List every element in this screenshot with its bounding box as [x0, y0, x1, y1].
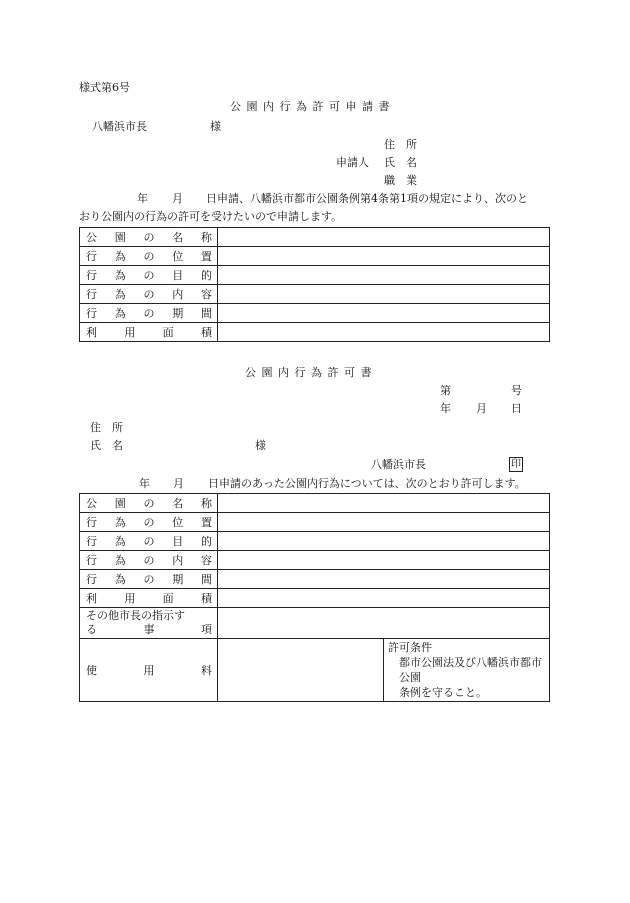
row-label [80, 551, 218, 570]
label-char: 事 [143, 623, 155, 636]
permit-title: 公 園 内 行 為 許 可 書 [245, 366, 373, 379]
label-char: の [143, 535, 155, 548]
label-char: の [143, 554, 155, 567]
permit-issuer: 八幡浜市長 [371, 458, 426, 471]
permit-number-prefix: 第 [440, 384, 451, 397]
label-char: 目 [172, 535, 184, 548]
label-char: 的 [201, 535, 212, 548]
label-char: 期 [172, 307, 184, 320]
application-date-year: 年 [137, 192, 148, 205]
permit-table [79, 493, 550, 702]
table-row [80, 570, 550, 589]
label-char: 称 [201, 231, 212, 244]
label-char: 為 [114, 554, 126, 567]
table-row [80, 513, 550, 532]
label-char: 積 [200, 592, 212, 605]
label-char: 行 [86, 307, 97, 320]
row-label [80, 247, 218, 266]
application-honorific: 様 [210, 120, 221, 133]
permit-date2-month: 月 [173, 477, 184, 490]
table-row [80, 608, 550, 639]
activity-location-field[interactable] [218, 247, 550, 266]
label-char: 行 [86, 250, 97, 263]
label-char: 行 [86, 554, 97, 567]
label-char: 使 [86, 664, 97, 677]
label-char: 容 [201, 288, 212, 301]
row-label [80, 532, 218, 551]
label-char: 行 [86, 269, 97, 282]
label-char: の [143, 307, 155, 320]
park-name-field[interactable] [218, 494, 550, 513]
label-char: 用 [143, 664, 155, 677]
label-char: 利 [86, 326, 97, 339]
label-char: 為 [114, 573, 126, 586]
label-char: 行 [86, 535, 97, 548]
label-char: 名 [172, 497, 184, 510]
usage-area-field[interactable] [218, 589, 550, 608]
label-char: 間 [201, 307, 212, 320]
applicant-name-label: 氏 名 [384, 156, 417, 169]
permit-date-year: 年 [440, 402, 451, 415]
activity-purpose-field[interactable] [218, 266, 550, 285]
table-row [80, 266, 550, 285]
row-label [80, 608, 218, 639]
table-row [80, 532, 550, 551]
table-row [80, 323, 550, 342]
application-text-line1: 日申請、八幡浜市都市公園条例第4条第1項の規定により、次のと [206, 192, 528, 205]
form-number: 様式第6号 [79, 81, 130, 94]
label-char: 行 [86, 573, 97, 586]
label-char: 間 [201, 573, 212, 586]
park-name-field[interactable] [218, 228, 550, 247]
row-label [80, 323, 218, 342]
label-char: 内 [172, 288, 184, 301]
table-row [80, 285, 550, 304]
usage-area-field[interactable] [218, 323, 550, 342]
seal-mark [509, 457, 523, 472]
applicant-label: 申請人 [336, 156, 369, 169]
label-char: の [143, 516, 155, 529]
label-char: 名 [172, 231, 184, 244]
label-char: 面 [162, 326, 174, 339]
label-char: の [143, 269, 155, 282]
activity-location-field[interactable] [218, 513, 550, 532]
label-char: 為 [114, 288, 126, 301]
permit-date2-year: 年 [139, 477, 150, 490]
application-text-line2: おり公園内の行為の許可を受けたいので申請します。 [79, 210, 343, 223]
label-char: 園 [114, 497, 126, 510]
label-char: 位 [172, 516, 184, 529]
application-date-month: 月 [172, 192, 183, 205]
label-char: 内 [172, 554, 184, 567]
table-row [80, 247, 550, 266]
row-label [80, 494, 218, 513]
row-label [80, 266, 218, 285]
label-char: の [143, 231, 155, 244]
usage-fee-field[interactable] [218, 639, 384, 702]
conditions-line1: 都市公園法及び八幡浜市都市公園 [399, 656, 542, 684]
applicant-occupation-label: 職 業 [384, 174, 417, 187]
label-char: 為 [114, 307, 126, 320]
label-char: 的 [201, 269, 212, 282]
seal-icon: 印 [511, 459, 521, 470]
table-row [80, 228, 550, 247]
label-char: 行 [86, 288, 97, 301]
label-char: 置 [201, 516, 212, 529]
label-char: 為 [114, 516, 126, 529]
instruction-label-line1: その他市長の指示す [86, 609, 185, 622]
label-char: 公 [86, 497, 97, 510]
activity-period-field[interactable] [218, 570, 550, 589]
applicant-address-label: 住 所 [384, 138, 417, 151]
label-char: 称 [201, 497, 212, 510]
row-label [80, 228, 218, 247]
label-char: 期 [172, 573, 184, 586]
table-row [80, 639, 550, 702]
label-char: 目 [172, 269, 184, 282]
row-label [80, 639, 218, 702]
label-char: 面 [162, 592, 174, 605]
application-addressee: 八幡浜市長 [92, 120, 147, 133]
instructions-field[interactable] [218, 608, 550, 639]
application-title: 公 園 内 行 為 許 可 申 請 書 [230, 100, 391, 113]
permit-date-day: 日 [511, 402, 522, 415]
label-char: 行 [86, 516, 97, 529]
label-char: 位 [172, 250, 184, 263]
table-row [80, 494, 550, 513]
label-char: 料 [201, 664, 212, 677]
permittee-name-label: 氏 名 [90, 439, 123, 452]
label-char: 項 [201, 623, 212, 636]
label-char: 積 [200, 326, 212, 339]
row-label [80, 570, 218, 589]
permittee-address-label: 住 所 [90, 421, 123, 434]
activity-purpose-field[interactable] [218, 532, 550, 551]
label-char: 為 [114, 535, 126, 548]
label-char: 用 [124, 326, 136, 339]
activity-content-field[interactable] [218, 285, 550, 304]
label-char: 置 [201, 250, 212, 263]
table-row [80, 304, 550, 323]
application-table [79, 227, 550, 342]
label-char: の [143, 573, 155, 586]
label-char: 容 [201, 554, 212, 567]
permit-conditions [384, 639, 550, 702]
label-char: 園 [114, 231, 126, 244]
row-label [80, 513, 218, 532]
permittee-honorific: 様 [255, 439, 266, 452]
permit-date-month: 月 [476, 402, 487, 415]
label-char: の [143, 497, 155, 510]
label-char: の [143, 250, 155, 263]
activity-content-field[interactable] [218, 551, 550, 570]
conditions-title: 許可条件 [388, 641, 432, 654]
table-row [80, 551, 550, 570]
table-row [80, 589, 550, 608]
activity-period-field[interactable] [218, 304, 550, 323]
conditions-line2: 条例を守ること。 [399, 686, 487, 699]
row-label [80, 285, 218, 304]
label-char: の [143, 288, 155, 301]
permit-number-suffix: 号 [511, 384, 522, 397]
label-char: 公 [86, 231, 97, 244]
label-char: る [86, 623, 97, 636]
permit-text: 日申請のあった公園内行為については、次のとおり許可します。 [208, 477, 526, 490]
row-label [80, 589, 218, 608]
label-char: 利 [86, 592, 97, 605]
row-label [80, 304, 218, 323]
label-char: 為 [114, 269, 126, 282]
label-char: 為 [114, 250, 126, 263]
label-char: 用 [124, 592, 136, 605]
